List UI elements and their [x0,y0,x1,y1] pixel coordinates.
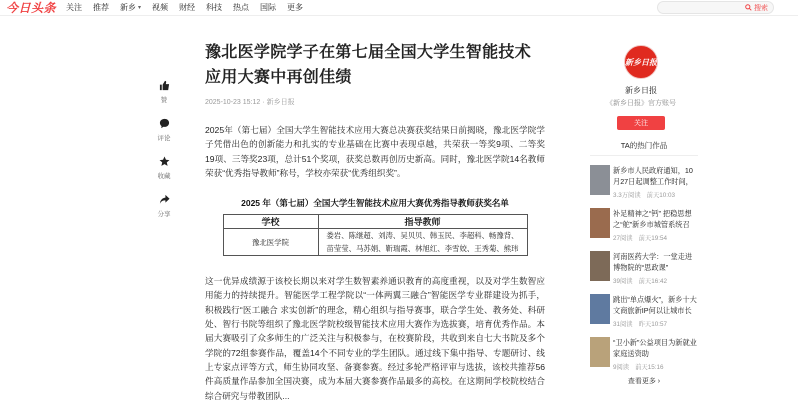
share-button[interactable]: 分享 [148,190,180,218]
nav-item-hot[interactable]: 热点 [233,3,250,12]
thumbs-up-icon [155,76,173,94]
news-title: 新乡市人民政府通知，10月27日起调整工作时间， [613,166,693,186]
nav-item-international[interactable]: 国际 [260,3,277,12]
news-title: 跳出“单点爆火”，新乡十大文商旅新IP何以让城市长 [613,295,697,315]
table-cell-school: 豫北医学院 [223,229,318,256]
read-count: 31阅读 [613,321,633,328]
search-input[interactable] [664,4,744,11]
publish-time: 2025-10-23 15:12 [205,99,261,106]
list-item[interactable] [590,208,698,242]
article-action-bar [148,76,180,228]
table-header-teachers: 指导教师 [318,215,527,229]
hot-works-panel [590,140,698,386]
list-item[interactable] [590,294,698,328]
share-icon [155,190,173,208]
hot-works-title: TA的热门作品 [590,140,698,156]
news-time: 前天10:03 [646,192,676,199]
author-description: 《新乡日报》官方账号 [606,100,676,107]
author-name[interactable]: 新乡日报 [625,86,657,95]
read-count: 27阅读 [613,235,633,242]
search-box [657,1,774,14]
nav-item-local[interactable]: 新乡 ▾ [120,3,142,12]
nav-item-recommend[interactable]: 推荐 [93,3,110,12]
top-nav-bar [0,0,798,16]
like-button[interactable]: 赞 [148,76,180,104]
table-cell-teachers: 娄岩、陈继超、刘涛、吴贝贝、韩玉民、李超科、畅豫背、 苗莹莹、马苏娟、靳瑞霞、林旭红、李雪姣、王秀菊、熊玮 [318,229,527,256]
nav-item-tech[interactable]: 科技 [206,3,223,12]
list-item[interactable] [590,337,698,371]
nav-item-video[interactable]: 视频 [152,3,169,12]
comment-icon [155,114,173,132]
article-paragraph: 这一优异成绩源于该校长期以来对学生数智素养通识教育的高度重视，以及对学生数智应用能力的持续提升。智能医学工程学院以“一体两翼三融合”智能医学专业群建设为抓手，积极践行“医工融合 求实创新”的理念，精心组织与指导赛事，联合学生处、教务处、科研处、智行书院等组织了豫北医学院校级智能技术应用大赛作为选拔赛，培育优秀作品。本届大赛吸引了众多师生的广泛关注与积极参与，在校赛阶段，共收到来自七大书院及多个学院的72组参赛作品，覆盖14个不同专业的学生团队。通过线下集中指导、专题研讨、线上专家点评等方式，师生协同攻坚、备赛参赛。经过多轮严格评审与选拔，该校共推荐56件高质量作品参加全国决赛，成为本届大赛参赛作品最多的高校。在这期间学校院校结合综合研究与带教团队... [205,276,545,401]
comment-button[interactable]: 评论 [148,114,180,142]
author-avatar[interactable]: 新乡日报 [624,45,658,79]
read-count: 3.3万阅读 [613,192,641,199]
news-thumbnail [590,208,610,238]
news-time: 前天19:54 [638,235,667,242]
news-time: 前天15:16 [635,364,664,371]
news-title: 补足精神之“钙” 把稳思想之“舵”新乡市城管系统召 [613,209,692,229]
list-item[interactable] [590,165,698,199]
news-time: 前天16:42 [638,278,667,285]
channel-nav [66,2,314,13]
news-thumbnail [590,251,610,281]
article-meta: 2025-10-23 15:12 · 新乡日报 [205,99,295,106]
news-thumbnail [590,165,610,195]
news-thumbnail [590,337,610,367]
table-header-school: 学校 [223,215,318,229]
view-more-link[interactable]: 查看更多 › [627,378,661,385]
read-count: 39阅读 [613,278,633,285]
article-body [205,40,545,403]
star-icon [155,152,173,170]
search-icon [745,4,752,11]
favorite-button[interactable]: 收藏 [148,152,180,180]
nav-item-finance[interactable]: 财经 [179,3,196,12]
news-title: “卫小新”公益项目为新就业家庭送资助 [613,338,697,358]
list-item[interactable] [590,251,698,285]
table-row [223,229,527,256]
article-source[interactable]: 新乡日报 [266,99,295,106]
nav-item-more[interactable]: 更多 [287,3,304,12]
author-card [597,40,685,130]
toutiao-logo[interactable]: 今日头条 [6,1,57,15]
nav-item-follow[interactable]: 关注 [66,3,83,12]
news-time: 昨天10:57 [638,321,667,328]
article-title: 豫北医学院学子在第七届全国大学生智能技术应用大赛中再创佳绩 [205,44,532,86]
news-title: 河南医药大学：一堂走进博物院的“思政课” [613,252,693,272]
read-count: 9阅读 [613,364,630,371]
news-thumbnail [590,294,610,324]
follow-button[interactable]: 关注 [617,116,665,130]
award-table [223,214,528,256]
search-button[interactable]: 搜索 [745,2,773,13]
chevron-down-icon: ▾ [138,5,142,11]
table-caption: 2025 年（第七届）全国大学生智能技术应用大赛优秀指导教师获奖名单 [241,198,509,209]
article-paragraph: 2025年（第七届）全国大学生智能技术应用大赛总决赛获奖结果日前揭晓，豫北医学院学子凭借出色的创新能力和扎实的专业基础在比赛中表现卓越，共荣获一等奖9项、二等奖19项、三等奖23项，总计51个奖项，获奖总数再创历史新高。同时，豫北医学院14名教师荣获“优秀指导教师”称号，学校亦荣获“优秀组织奖”。 [205,125,545,178]
table-header-row [223,215,527,229]
